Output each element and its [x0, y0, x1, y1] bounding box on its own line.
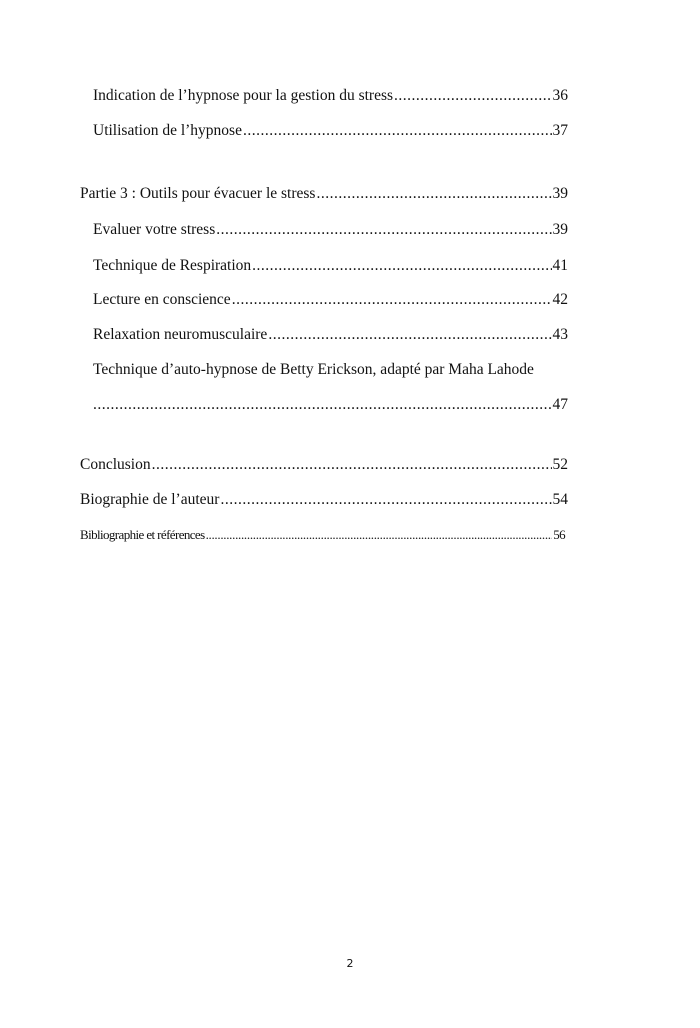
toc-entry-title: Biographie de l’auteur — [80, 491, 220, 508]
toc-entry-title: Technique d’auto-hypnose de Betty Erickson, adapté par Maha Lahode — [93, 361, 534, 378]
toc-entry — [93, 256, 568, 276]
toc-entry — [80, 525, 565, 545]
toc-entry — [80, 490, 568, 510]
dot-leader — [252, 256, 551, 276]
dot-leader — [316, 184, 551, 204]
dot-leader — [268, 325, 551, 345]
toc-entry — [80, 184, 568, 204]
toc-entry-page: 43 — [552, 326, 568, 343]
dot-leader — [206, 525, 553, 545]
toc-entry-title: Lecture en conscience — [93, 291, 231, 308]
toc-entry-page: 52 — [552, 456, 568, 473]
toc-entry — [80, 455, 568, 475]
toc-entry-title: Evaluer votre stress — [93, 221, 216, 238]
toc-entry-page: 36 — [552, 87, 568, 104]
toc-entry — [93, 220, 568, 240]
dot-leader — [232, 290, 552, 310]
dot-leader — [152, 455, 552, 475]
toc-entry-page: 41 — [552, 257, 568, 274]
toc-entry — [93, 121, 568, 141]
toc-entry-page: 42 — [552, 291, 568, 308]
toc-entry-page: 54 — [552, 491, 568, 508]
toc-entry-title: Relaxation neuromusculaire — [93, 326, 268, 343]
dot-leader — [93, 395, 552, 415]
toc-entry — [93, 325, 568, 345]
dot-leader — [216, 220, 551, 240]
toc-entry-page: 47 — [552, 396, 568, 413]
dot-leader — [220, 490, 551, 510]
toc-entry-title: Technique de Respiration — [93, 257, 252, 274]
toc-entry-title: Indication de l’hypnose pour la gestion du stress — [93, 87, 394, 104]
toc-entry-page: 39 — [552, 221, 568, 238]
toc-entry-page: 39 — [552, 185, 568, 202]
toc-entry — [93, 86, 568, 106]
toc-entry — [93, 395, 568, 415]
page-number: 2 — [346, 957, 354, 970]
toc-entry-page: 37 — [552, 122, 568, 139]
toc-entry-title: Partie 3 : Outils pour évacuer le stress — [80, 185, 316, 202]
toc-entry — [93, 290, 568, 310]
toc-entry-page: 56 — [553, 527, 565, 542]
toc-entry-title: Bibliographie et références — [80, 527, 205, 542]
toc-entry-title: Conclusion — [80, 456, 151, 473]
dot-leader — [243, 121, 552, 141]
toc-entry-title: Utilisation de l’hypnose — [93, 122, 242, 139]
dot-leader — [394, 86, 551, 106]
